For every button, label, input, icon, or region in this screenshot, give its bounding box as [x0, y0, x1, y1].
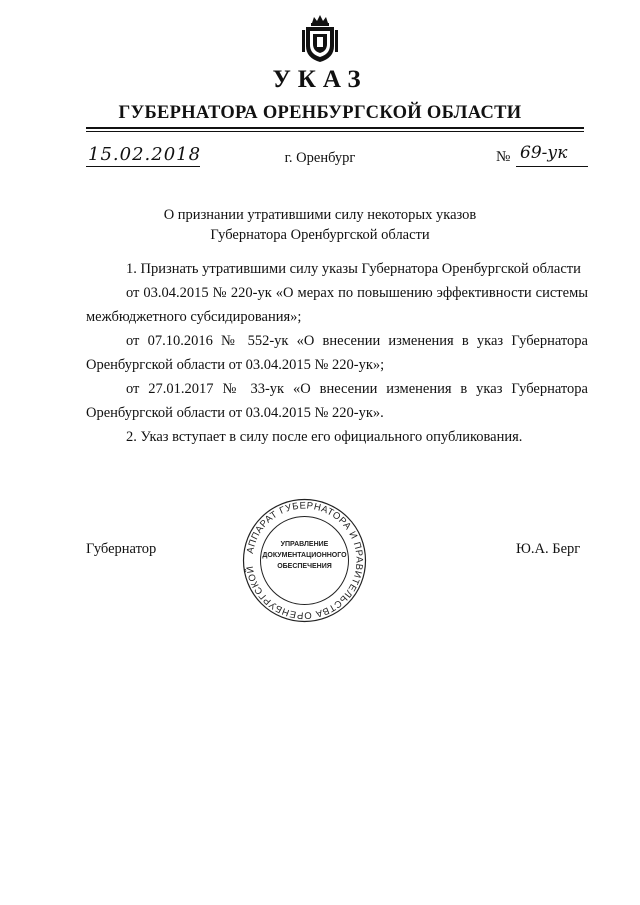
decree-heading-line-2: Губернатора Оренбургской области	[210, 227, 430, 243]
stamp-line-3: ОБЕСПЕЧЕНИЯ	[277, 563, 332, 570]
number-underline	[516, 166, 588, 167]
number-label: №	[496, 149, 511, 165]
decree-date: 15.02.2018	[88, 144, 202, 165]
stamp-line-2: ДОКУМЕНТАЦИОННОГО	[262, 552, 347, 559]
header-divider-thick	[86, 127, 584, 129]
paragraph-5: 2. Указ вступает в силу после его официального опубликования.	[126, 429, 523, 445]
stamp-ring-text: АППАРАТ ГУБЕРНАТОРА И ПРАВИТЕЛЬСТВА ОРЕНБУРГСКОЙ	[244, 500, 365, 621]
paragraph-4: от 27.01.2017 № 33-ук «О внесении изменения в указ Губернатора Оренбургской области от 03.04.2015 № 220-ук».	[86, 381, 588, 421]
official-stamp	[241, 497, 368, 624]
issuer-title: ГУБЕРНАТОРА ОРЕНБУРГСКОЙ ОБЛАСТИ	[118, 103, 522, 123]
header-divider-thin	[86, 131, 584, 132]
document-type-title: УКАЗ	[272, 66, 368, 93]
paragraph-2: от 03.04.2015 № 220-ук «О мерах по повышению эффективности системы межбюджетного субсидирования»;	[86, 285, 588, 325]
decree-body	[86, 257, 588, 449]
decree-heading	[0, 205, 640, 245]
signatory-position: Губернатор	[86, 541, 157, 557]
date-underline	[86, 166, 200, 167]
decree-city: г. Оренбург	[284, 150, 356, 166]
decree-number: 69-ук	[520, 143, 568, 163]
decree-heading-line-1: О признании утратившими силу некоторых указов	[163, 207, 477, 223]
paragraph-3: от 07.10.2016 № 552-ук «О внесении изменения в указ Губернатора Оренбургской области от 03.04.2015 № 220-ук»;	[86, 333, 588, 373]
signatory-name: Ю.А. Берг	[516, 541, 581, 557]
paragraph-1: 1. Признать утратившими силу указы Губернатора Оренбургской области	[126, 261, 581, 277]
coat-of-arms-icon	[300, 14, 340, 64]
stamp-line-1: УПРАВЛЕНИЕ	[280, 541, 329, 548]
